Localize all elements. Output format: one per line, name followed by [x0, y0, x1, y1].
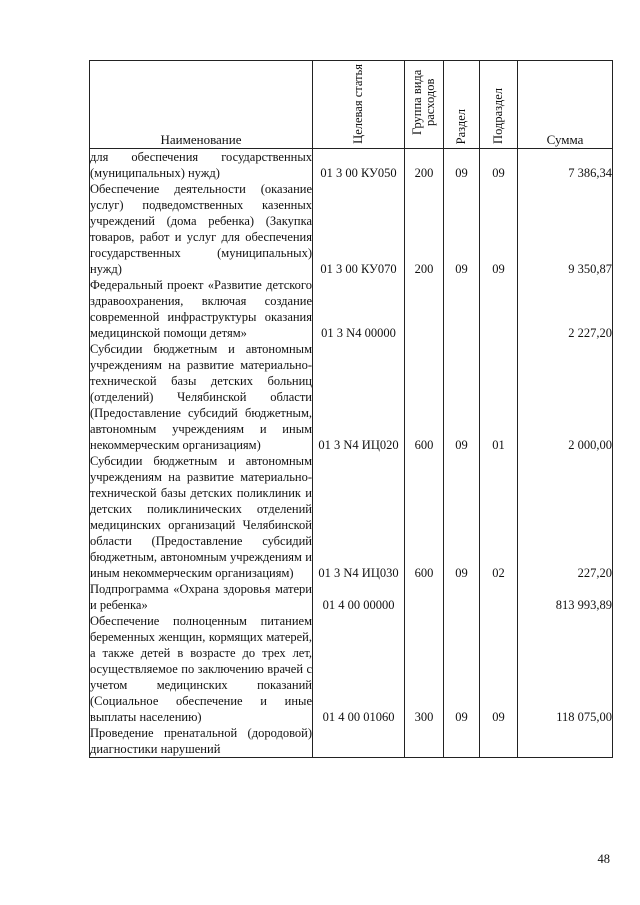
row-section — [444, 277, 480, 341]
row-subsection: 02 — [480, 453, 518, 581]
row-group: 600 — [405, 453, 444, 581]
row-group: 600 — [405, 341, 444, 453]
row-section: 09 — [444, 341, 480, 453]
row-group: 300 — [405, 613, 444, 725]
row-target: 01 3 N4 ИЦ020 — [313, 341, 405, 453]
row-sum: 2 227,20 — [518, 277, 613, 341]
row-name: для обеспечения государственных (муниципальных) нужд) — [90, 150, 312, 180]
header-sum: Сумма — [518, 61, 613, 149]
row-sum — [518, 725, 613, 758]
header-target: Целевая статья — [313, 61, 405, 149]
row-subsection: 09 — [480, 149, 518, 182]
table-row — [90, 453, 613, 581]
row-group — [405, 277, 444, 341]
row-target: 01 4 00 01060 — [313, 613, 405, 725]
row-subsection — [480, 581, 518, 613]
row-sum: 813 993,89 — [518, 581, 613, 613]
row-subsection — [480, 277, 518, 341]
row-section: 09 — [444, 453, 480, 581]
page-number: 48 — [597, 852, 610, 866]
row-sum: 227,20 — [518, 453, 613, 581]
row-sum: 9 350,87 — [518, 181, 613, 277]
row-target: 01 3 00 КУ050 — [313, 149, 405, 182]
table-row — [90, 341, 613, 453]
row-sum: 2 000,00 — [518, 341, 613, 453]
row-group — [405, 725, 444, 758]
row-section — [444, 581, 480, 613]
table-row — [90, 181, 613, 277]
row-group: 200 — [405, 149, 444, 182]
table-row — [90, 725, 613, 758]
row-sum: 118 075,00 — [518, 613, 613, 725]
row-name: Подпрограмма «Охрана здоровья матери и ребенка» — [90, 582, 312, 612]
row-subsection: 01 — [480, 341, 518, 453]
row-name: Обеспечение деятельности (оказание услуг) подведомственных казенных учреждений (дома ребенка) (Закупка товаров, работ и услуг для обеспечения государственных (муниципальных) нужд) — [90, 182, 312, 276]
row-group: 200 — [405, 181, 444, 277]
row-subsection — [480, 725, 518, 758]
table-row — [90, 581, 613, 613]
row-target: 01 4 00 00000 — [313, 581, 405, 613]
row-sum: 7 386,34 — [518, 149, 613, 182]
row-section — [444, 725, 480, 758]
row-name: Федеральный проект «Развитие детского здравоохранения, включая создание современной инфраструктуры оказания медицинской помощи детям» — [90, 278, 312, 340]
table-header-row — [90, 61, 613, 149]
row-name: Субсидии бюджетным и автономным учреждениям на развитие материально-технической базы детских больниц (отделений) Челябинской области (Предоставление субсидий бюджетным, автономным учреждениям и иным некоммерческим организациям) — [90, 342, 312, 452]
row-target: 01 3 N4 00000 — [313, 277, 405, 341]
row-target: 01 3 00 КУ070 — [313, 181, 405, 277]
row-subsection: 09 — [480, 613, 518, 725]
header-section: Раздел — [444, 61, 480, 149]
row-name: Обеспечение полноценным питанием беременных женщин, кормящих матерей, а также детей в возрасте до трех лет, осуществляемое по заключению врачей с учетом медицинских показаний (Социальное обеспечение и иные выплаты населению) — [90, 614, 312, 724]
table-row — [90, 277, 613, 341]
table-row — [90, 613, 613, 725]
row-target — [313, 725, 405, 758]
row-name: Субсидии бюджетным и автономным учреждениям на развитие материально-технической базы детских поликлиник и детских поликлинических отделений медицинских организаций Челябинской области (Предоставление субсидий бюджетным, автономным учреждениям и иным некоммерческим организациям) — [90, 454, 312, 580]
row-section: 09 — [444, 149, 480, 182]
budget-table — [89, 60, 613, 758]
row-section: 09 — [444, 613, 480, 725]
table-row — [90, 149, 613, 182]
row-name: Проведение пренатальной (дородовой) диагностики нарушений — [90, 726, 312, 756]
header-subsection: Подраздел — [480, 61, 518, 149]
row-subsection: 09 — [480, 181, 518, 277]
row-group — [405, 581, 444, 613]
header-group: Группа вида расходов — [405, 61, 444, 149]
row-target: 01 3 N4 ИЦ030 — [313, 453, 405, 581]
header-name: Наименование — [90, 61, 313, 149]
row-section: 09 — [444, 181, 480, 277]
